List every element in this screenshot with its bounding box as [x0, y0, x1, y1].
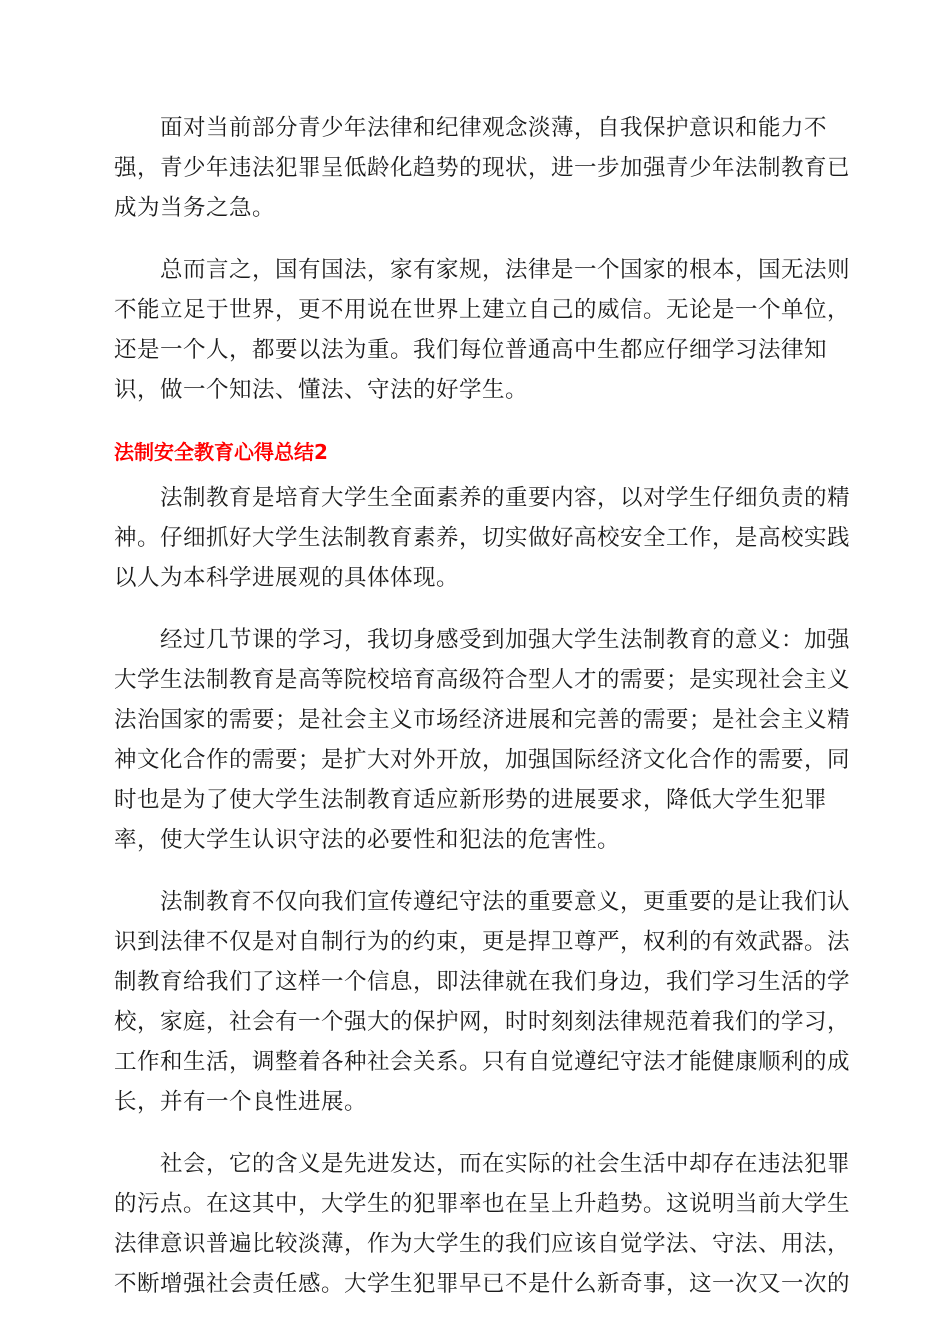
- paragraph-line: 长，并有一个良性进展。: [114, 1089, 368, 1115]
- paragraph-line: 工作和生活，调整着各种社会关系。只有自觉遵纪守法才能健康顺利的成: [114, 1049, 851, 1075]
- paragraph-line: 识，做一个知法、懂法、守法的好学生。: [114, 377, 529, 403]
- paragraph-line: 识到法律不仅是对自制行为的约束，更是捍卫尊严，权利的有效武器。法: [114, 929, 851, 955]
- paragraph-line: 神文化合作的需要；是扩大对外开放，加强国际经济文化合作的需要，同: [114, 747, 851, 773]
- paragraph-line: 不断增强社会责任感。大学生犯罪早已不是什么新奇事，这一次又一次的: [114, 1271, 851, 1297]
- paragraph: [114, 1144, 851, 1304]
- paragraph-line: 时也是为了使大学生法制教育适应新形势的进展要求，降低大学生犯罪: [114, 787, 828, 813]
- paragraph-line: 强，青少年违法犯罪呈低龄化趋势的现状，进一步加强青少年法制教育已: [114, 155, 851, 181]
- paragraph-line: 法律意识普遍比较淡薄，作为大学生的我们应该自觉学法、守法、用法，: [114, 1231, 851, 1257]
- paragraph-line: 神。仔细抓好大学生法制教育素养，切实做好高校安全工作，是高校实践: [114, 525, 851, 551]
- paragraph: [114, 478, 851, 598]
- document-page: [114, 108, 851, 1326]
- paragraph-line: 不能立足于世界，更不用说在世界上建立自己的威信。无论是一个单位，: [114, 297, 851, 323]
- paragraph-line: 率，使大学生认识守法的必要性和犯法的危害性。: [114, 827, 621, 853]
- paragraph-line: 法治国家的需要；是社会主义市场经济进展和完善的需要；是社会主义精: [114, 707, 851, 733]
- paragraph-line: 法制教育不仅向我们宣传遵纪守法的重要意义，更重要的是让我们认: [160, 889, 851, 915]
- paragraph-line: 经过几节课的学习，我切身感受到加强大学生法制教育的意义：加强: [160, 627, 851, 653]
- paragraph-line: 还是一个人，都要以法为重。我们每位普通高中生都应仔细学习法律知: [114, 337, 828, 363]
- paragraph: [114, 882, 851, 1122]
- paragraph-line: 制教育给我们了这样一个信息，即法律就在我们身边，我们学习生活的学: [114, 969, 851, 995]
- paragraph-line: 成为当务之急。: [114, 195, 276, 221]
- paragraph-line: 以人为本科学进展观的具体体现。: [114, 565, 460, 591]
- paragraph-line: 社会，它的含义是先进发达，而在实际的社会生活中却存在违法犯罪: [160, 1151, 851, 1177]
- paragraph-line: 校，家庭，社会有一个强大的保护网，时时刻刻法律规范着我们的学习，: [114, 1009, 851, 1035]
- paragraph-line: 面对当前部分青少年法律和纪律观念淡薄，自我保护意识和能力不: [160, 115, 828, 141]
- paragraph-line: 总而言之，国有国法，家有家规，法律是一个国家的根本，国无法则: [160, 257, 851, 283]
- paragraph: [114, 250, 851, 410]
- paragraph-line: 法制教育是培育大学生全面素养的重要内容，以对学生仔细负责的精: [160, 485, 851, 511]
- paragraph: [114, 620, 851, 860]
- paragraph-line: 的污点。在这其中，大学生的犯罪率也在呈上升趋势。这说明当前大学生: [114, 1191, 851, 1217]
- section-heading: 法制安全教育心得总结2: [114, 440, 328, 464]
- paragraph-line: 大学生法制教育是高等院校培育高级符合型人才的需要；是实现社会主义: [114, 667, 851, 693]
- paragraph: [114, 108, 851, 228]
